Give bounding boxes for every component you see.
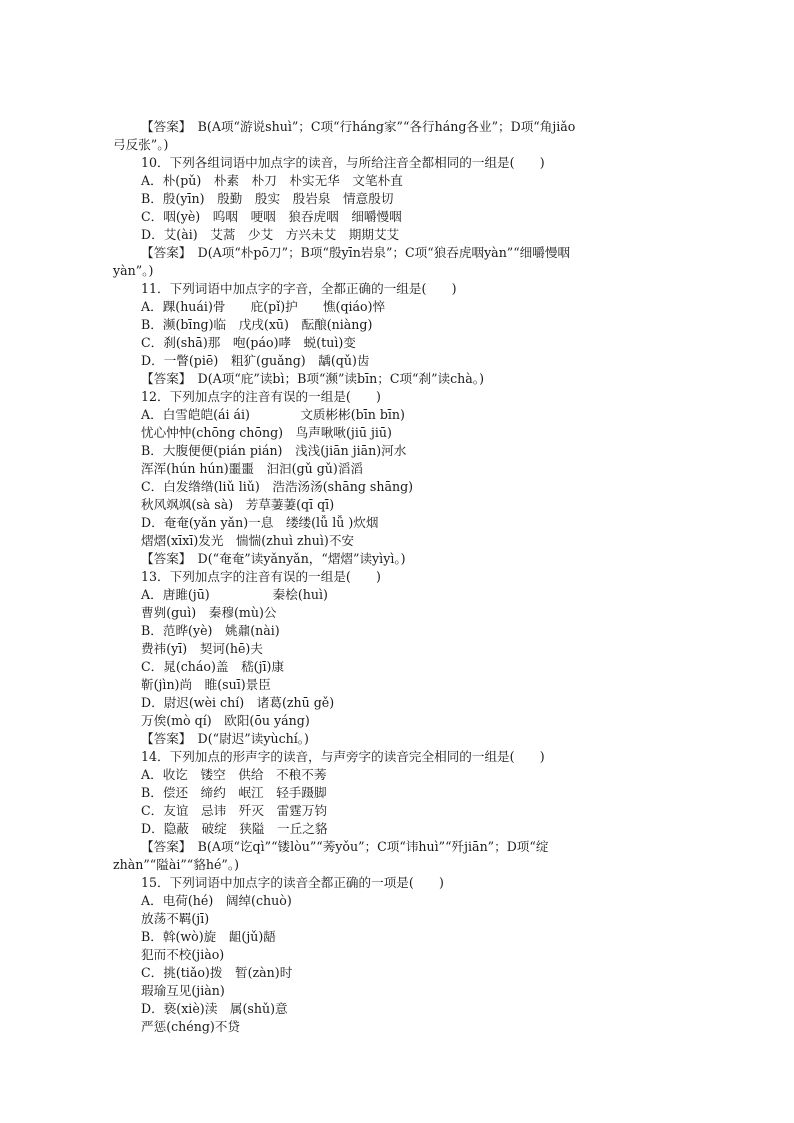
text-line: 15．下列词语中加点字的读音全都正确的一项是( ) bbox=[141, 875, 444, 890]
text-line: A．白雪皑皑(ái ái) 文质彬彬(bīn bīn) bbox=[141, 407, 405, 422]
text-line: D．隐蔽 破绽 狭隘 一丘之貉 bbox=[141, 821, 328, 836]
text-line: B．殷(yīn) 殷勤 殷实 殷岩泉 情意殷切 bbox=[141, 191, 394, 206]
text-line: C．刹(shā)那 咆(páo)哮 蜕(tuì)变 bbox=[141, 335, 356, 350]
text-line: 犯而不校(jiào) bbox=[141, 947, 225, 962]
text-line: C．友谊 忌讳 歼灭 雷霆万钧 bbox=[141, 803, 327, 818]
text-line: 【答案】 B(A项“游说shuì”；C项“行háng家”“各行háng各业”；D项“角jiǎo bbox=[141, 119, 576, 134]
text-line: B．范晔(yè) 姚鼐(nài) bbox=[141, 623, 280, 638]
text-line: C．晁(cháo)盖 嵇(jī)康 bbox=[141, 659, 285, 674]
text-line: 14．下列加点的形声字的读音，与声旁字的读音完全相同的一组是( ) bbox=[141, 749, 545, 764]
text-line: B．濒(bīng)临 戊戌(xū) 酝酿(niàng) bbox=[141, 317, 373, 332]
text-line: 瑕瑜互见(jiàn) bbox=[141, 983, 225, 998]
text-line: D．一瞥(piē) 粗犷(guǎng) 龋(qǔ)齿 bbox=[141, 353, 370, 368]
text-line: D．尉迟(wèi chí) 诸葛(zhū gě) bbox=[141, 695, 335, 710]
text-line: 熠熠(xīxī)发光 惴惴(zhuì zhuì)不安 bbox=[141, 533, 355, 548]
text-line: B．偿还 缔约 岷江 轻手蹑脚 bbox=[141, 785, 327, 800]
text-line: 【答案】 D(A项“庇”读bì；B项“濒”读bīn；C项“刹”读chà。) bbox=[141, 371, 484, 386]
text-line: A．电荷(hé) 阔绰(chuò) bbox=[141, 893, 292, 908]
text-line: 严惩(chéng)不贷 bbox=[141, 1019, 240, 1034]
text-line: D．艾(ài) 艾蒿 少艾 方兴未艾 期期艾艾 bbox=[141, 227, 400, 242]
text-line: 秋风飒飒(sà sà) 芳草萋萋(qī qī) bbox=[141, 497, 335, 512]
text-line: C．白发绺绺(liǔ liǔ) 浩浩汤汤(shāng shāng) bbox=[141, 479, 414, 494]
text-line: 【答案】 D(“尉迟”读yùchí。) bbox=[141, 731, 309, 746]
document-body bbox=[113, 118, 688, 1036]
text-line: 万俟(mò qí) 欧阳(ōu yáng) bbox=[141, 713, 310, 728]
text-line: A．唐雎(jū) 秦桧(huì) bbox=[141, 587, 328, 602]
text-line: D．亵(xiè)渎 属(shǔ)意 bbox=[141, 1001, 288, 1016]
text-line: A．收讫 镂空 供给 不稂不莠 bbox=[141, 767, 327, 782]
text-line: 放荡不羁(jī) bbox=[141, 911, 210, 926]
text-line: A．踝(huái)骨 庇(pǐ)护 憔(qiáo)悴 bbox=[141, 299, 386, 314]
text-line: 10．下列各组词语中加点字的读音，与所给注音全都相同的一组是( ) bbox=[141, 155, 545, 170]
text-line: 曹刿(guì) 秦穆(mù)公 bbox=[141, 605, 277, 620]
text-line: C．挑(tiǎo)拨 暂(zàn)时 bbox=[141, 965, 293, 980]
text-line: B．斡(wò)旋 龃(jǔ)龉 bbox=[141, 929, 276, 944]
text-line: 费祎(yī) 契诃(hē)夫 bbox=[141, 641, 263, 656]
text-line: 浑浑(hún hún)噩噩 汩汩(gǔ gǔ)滔滔 bbox=[141, 461, 364, 476]
text-line: A．朴(pǔ) 朴素 朴刀 朴实无华 文笔朴直 bbox=[141, 173, 403, 188]
text-line: 12．下列加点字的注音有误的一组是( ) bbox=[141, 389, 381, 404]
text-line: 靳(jìn)尚 睢(suī)景臣 bbox=[141, 677, 271, 692]
text-line: B．大腹便便(pián pián) 浅浅(jiān jiān)河水 bbox=[141, 443, 407, 458]
text-line: 【答案】 B(A项“讫qì”“镂lòu”“莠yǒu”；C项“讳huì”“歼jiān”；D项“绽 bbox=[141, 839, 549, 854]
text-line: C．咽(yè) 呜咽 哽咽 狼吞虎咽 细嚼慢咽 bbox=[141, 209, 402, 224]
text-line: 弓反张”。) bbox=[113, 137, 169, 152]
text-line: 13．下列加点字的注音有误的一组是( ) bbox=[141, 569, 381, 584]
text-line: zhàn”“隘ài”“貉hé”。) bbox=[113, 857, 240, 872]
text-line: 忧心忡忡(chōng chōng) 鸟声啾啾(jiū jiū) bbox=[141, 425, 392, 440]
text-line: 【答案】 D(“奄奄”读yǎnyǎn，“熠熠”读yìyì。) bbox=[141, 551, 406, 566]
text-line: D．奄奄(yǎn yǎn)一息 缕缕(lǚ lǚ )炊烟 bbox=[141, 515, 379, 530]
text-line: 11．下列词语中加点字的字音，全都正确的一组是( ) bbox=[141, 281, 457, 296]
text-line: yàn”。) bbox=[113, 263, 154, 278]
text-line: 【答案】 D(A项“朴pō刀”；B项“殷yīn岩泉”；C项“狼吞虎咽yàn”“细嚼慢咽 bbox=[141, 245, 571, 260]
